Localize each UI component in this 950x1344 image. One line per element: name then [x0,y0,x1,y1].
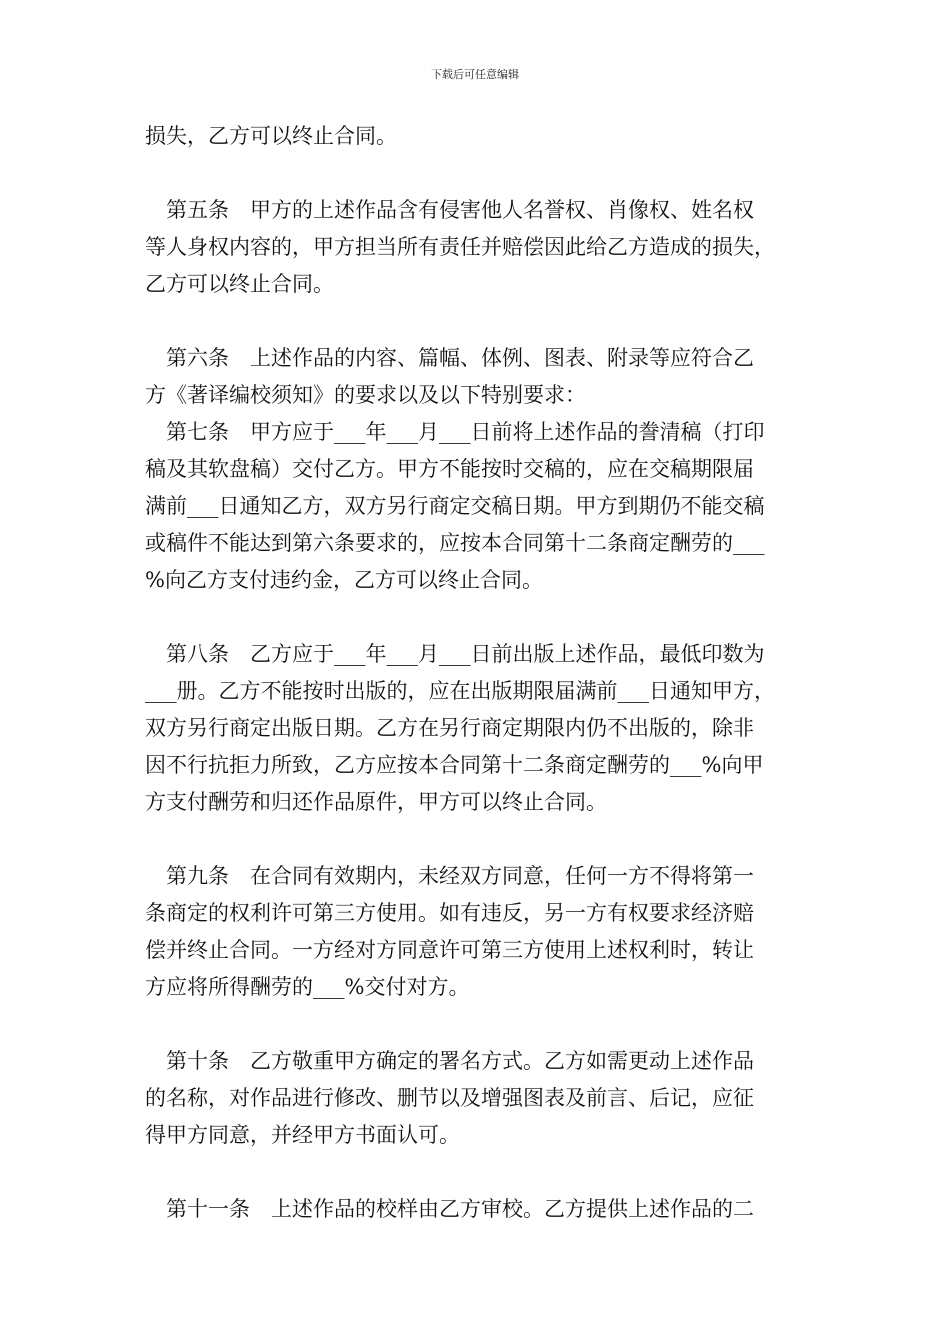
text-line: 或稿件不能达到第六条要求的，应按本合同第十二条商定酬劳的___ [145,531,765,555]
blank-line [145,303,815,340]
text-line: 双方另行商定出版日期。乙方在另行商定期限内仍不出版的，除非 [145,716,754,740]
text-line: 的名称，对作品进行修改、删节以及增强图表及前言、后记，应征 [145,1086,754,1110]
text-line: 偿并终止合同。一方经对方同意许可第三方使用上述权利时，转让 [145,938,754,962]
text-line: 满前___日通知乙方，双方另行商定交稿日期。甲方到期仍不能交稿 [145,494,765,518]
blank-line [145,599,815,636]
text-line: 第八条 乙方应于___年___月___日前出版上述作品，最低印数为 [145,642,765,666]
text-line: 第七条 甲方应于___年___月___日前将上述作品的誊清稿（打印 [145,420,765,444]
blank-line [145,1006,815,1043]
text-line: 等人身权内容的，甲方担当所有责任并赔偿因此给乙方造成的损失， [145,235,775,259]
text-line: 乙方可以终止合同。 [145,272,334,296]
text-line: 方应将所得酬劳的___%交付对方。 [145,975,470,999]
blank-line [145,155,815,192]
text-line: 损失，乙方可以终止合同。 [145,124,397,148]
text-line: 方支付酬劳和归还作品原件，甲方可以终止合同。 [145,790,607,814]
text-line: %向乙方支付违约金，乙方可以终止合同。 [145,568,543,592]
contract-body [145,118,815,1228]
text-line: 第五条 甲方的上述作品含有侵害他人名誉权、肖像权、姓名权 [145,198,754,222]
text-line: 第十一条 上述作品的校样由乙方审校。乙方提供上述作品的二 [145,1197,754,1221]
text-line: 方《著译编校须知》的要求以及以下特别要求： [145,383,586,407]
page-header: 下载后可任意编辑 [431,68,519,81]
text-line: 得甲方同意，并经甲方书面认可。 [145,1123,460,1147]
text-line: ___册。乙方不能按时出版的，应在出版期限届满前___日通知甲方， [145,679,775,703]
blank-line [145,821,815,858]
text-line: 条商定的权利许可第三方使用。如有违反，另一方有权要求经济赔 [145,901,754,925]
blank-line [145,1154,815,1191]
text-line: 第六条 上述作品的内容、篇幅、体例、图表、附录等应符合乙 [145,346,754,370]
text-line: 第十条 乙方敬重甲方确定的署名方式。乙方如需更动上述作品 [145,1049,754,1073]
text-line: 因不行抗拒力所致，乙方应按本合同第十二条商定酬劳的___%向甲 [145,753,764,777]
text-line: 第九条 在合同有效期内，未经双方同意，任何一方不得将第一 [145,864,754,888]
text-line: 稿及其软盘稿）交付乙方。甲方不能按时交稿的，应在交稿期限届 [145,457,754,481]
